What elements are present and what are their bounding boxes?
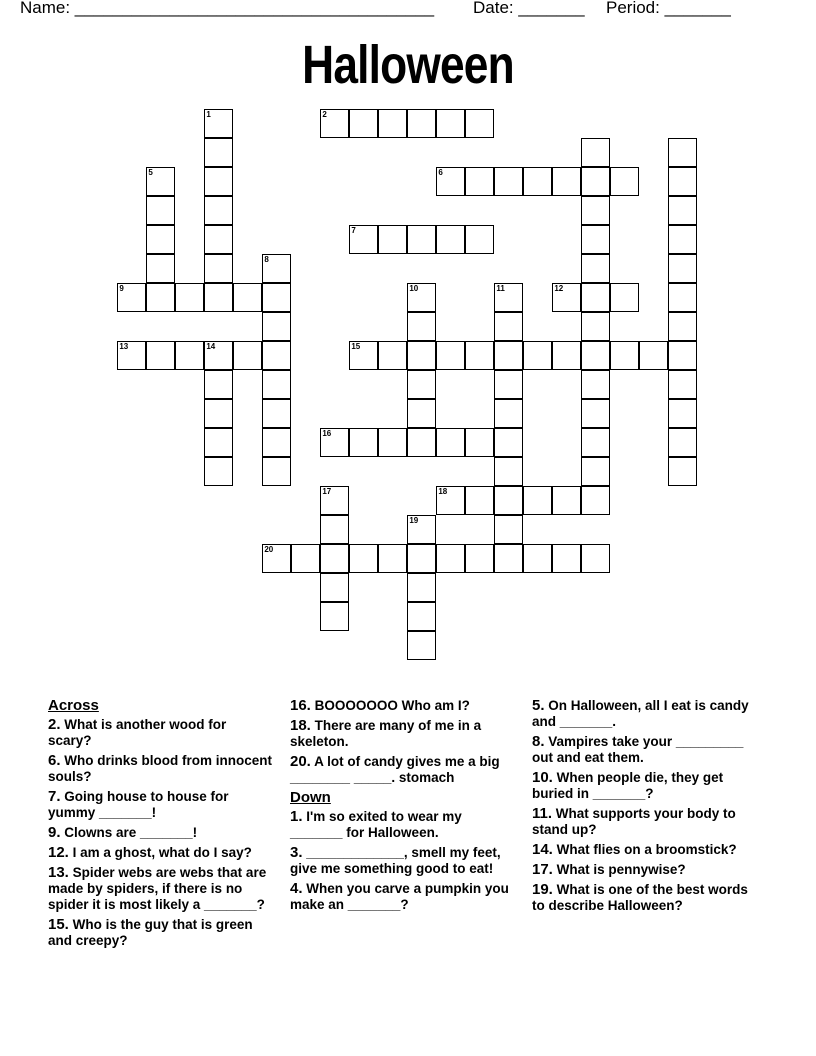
grid-cell[interactable] [494, 428, 523, 457]
grid-cell[interactable] [407, 631, 436, 660]
grid-cell[interactable] [349, 544, 378, 573]
clue-item [48, 717, 273, 749]
grid-cell[interactable] [262, 254, 291, 283]
grid-cell[interactable] [610, 167, 639, 196]
grid-cell[interactable] [407, 283, 436, 312]
clue-number: 12. [48, 844, 69, 861]
clue-number-label: 19 [409, 516, 419, 526]
clue-text: What is another wood for scary? [48, 717, 227, 748]
grid-cell[interactable] [291, 544, 320, 573]
grid-cell[interactable] [349, 428, 378, 457]
grid-cell[interactable] [204, 283, 233, 312]
clue-text: BOOOOOOO Who am I? [314, 698, 470, 713]
clue-number: 15. [48, 916, 69, 933]
grid-cell[interactable] [175, 341, 204, 370]
grid-cell[interactable] [668, 312, 697, 341]
clue-item [532, 882, 757, 914]
clue-number: 14. [532, 841, 553, 858]
clue-number-label: 9 [119, 284, 124, 294]
grid-cell[interactable] [378, 225, 407, 254]
clue-item [290, 718, 515, 750]
grid-cell[interactable] [349, 109, 378, 138]
clues-column-1 [48, 698, 273, 953]
clue-number-label: 14 [206, 342, 216, 352]
clue-text: On Halloween, all I eat is candy and _______. [532, 698, 749, 729]
clue-number-label: 8 [264, 255, 269, 265]
clue-item [48, 865, 273, 913]
clue-item [48, 825, 273, 841]
grid-cell[interactable] [146, 225, 175, 254]
clue-item [290, 881, 515, 913]
grid-cell[interactable] [349, 225, 378, 254]
clue-item [532, 734, 757, 766]
grid-cell[interactable] [668, 283, 697, 312]
grid-cell[interactable] [320, 515, 349, 544]
grid-cell[interactable] [581, 312, 610, 341]
grid-cell[interactable] [494, 486, 523, 515]
grid-cell[interactable] [465, 167, 494, 196]
clue-text: What flies on a broomstick? [556, 842, 737, 857]
clue-number: 5. [532, 697, 545, 714]
grid-cell[interactable] [436, 225, 465, 254]
grid-cell[interactable] [204, 370, 233, 399]
clue-item [532, 862, 757, 878]
clue-item [290, 845, 515, 877]
clue-number-label: 16 [322, 429, 332, 439]
grid-cell[interactable] [668, 370, 697, 399]
grid-cell[interactable] [465, 225, 494, 254]
grid-cell[interactable] [523, 486, 552, 515]
grid-cell[interactable] [204, 457, 233, 486]
grid-cell[interactable] [581, 486, 610, 515]
clue-number: 10. [532, 769, 553, 786]
clue-text: Going house to house for yummy _______! [48, 789, 229, 820]
grid-cell[interactable] [320, 544, 349, 573]
grid-cell[interactable] [204, 196, 233, 225]
grid-cell[interactable] [465, 341, 494, 370]
grid-cell[interactable] [407, 312, 436, 341]
clue-text: What is one of the best words to describe Halloween? [532, 882, 748, 913]
grid-cell[interactable] [552, 167, 581, 196]
grid-cell[interactable] [262, 370, 291, 399]
across-heading: Across [48, 697, 99, 714]
clue-number: 16. [290, 697, 311, 714]
grid-cell[interactable] [523, 544, 552, 573]
grid-cell[interactable] [320, 573, 349, 602]
clue-number-label: 6 [438, 168, 443, 178]
clue-number: 7. [48, 788, 61, 805]
grid-cell[interactable] [494, 167, 523, 196]
clue-number-label: 18 [438, 487, 448, 497]
clue-text: _____________, smell my feet, give me something good to eat! [290, 845, 501, 876]
clue-number: 17. [532, 861, 553, 878]
grid-cell[interactable] [320, 486, 349, 515]
grid-cell[interactable] [262, 457, 291, 486]
clue-number: 20. [290, 753, 311, 770]
grid-cell[interactable] [668, 254, 697, 283]
grid-cell[interactable] [262, 312, 291, 341]
grid-cell[interactable] [523, 341, 552, 370]
clue-number-label: 13 [119, 342, 129, 352]
grid-cell[interactable] [117, 341, 146, 370]
grid-cell[interactable] [494, 544, 523, 573]
clue-number-label: 2 [322, 110, 327, 120]
clues-column-3 [532, 698, 757, 918]
grid-cell[interactable] [494, 457, 523, 486]
grid-cell[interactable] [233, 341, 262, 370]
clue-item [290, 809, 515, 841]
grid-cell[interactable] [581, 254, 610, 283]
grid-cell[interactable] [204, 167, 233, 196]
clue-number: 11. [532, 805, 553, 822]
grid-cell[interactable] [610, 341, 639, 370]
grid-cell[interactable] [581, 428, 610, 457]
grid-cell[interactable] [262, 399, 291, 428]
clue-number-label: 10 [409, 284, 419, 294]
clue-number: 4. [290, 880, 303, 897]
clue-number: 9. [48, 824, 61, 841]
clue-text: Who drinks blood from innocent souls? [48, 753, 273, 784]
grid-cell[interactable] [581, 225, 610, 254]
grid-cell[interactable] [378, 428, 407, 457]
grid-cell[interactable] [262, 544, 291, 573]
grid-cell[interactable] [610, 283, 639, 312]
clue-text: What supports your body to stand up? [532, 806, 736, 837]
grid-cell[interactable] [581, 544, 610, 573]
clue-item [532, 698, 757, 730]
grid-cell[interactable] [204, 399, 233, 428]
grid-cell[interactable] [320, 109, 349, 138]
grid-cell[interactable] [581, 283, 610, 312]
grid-cell[interactable] [407, 428, 436, 457]
grid-cell[interactable] [378, 544, 407, 573]
grid-cell[interactable] [668, 341, 697, 370]
grid-cell[interactable] [436, 486, 465, 515]
clue-text: There are many of me in a skeleton. [290, 718, 482, 749]
grid-cell[interactable] [494, 312, 523, 341]
clue-number-label: 1 [206, 110, 211, 120]
grid-cell[interactable] [407, 602, 436, 631]
clue-number: 3. [290, 844, 303, 861]
grid-cell[interactable] [407, 225, 436, 254]
grid-cell[interactable] [407, 399, 436, 428]
grid-cell[interactable] [465, 428, 494, 457]
grid-cell[interactable] [262, 341, 291, 370]
grid-cell[interactable] [146, 167, 175, 196]
clues-column-2 [290, 698, 515, 917]
name-field: Name: ______________________________________ [20, 0, 435, 17]
grid-cell[interactable] [436, 428, 465, 457]
grid-cell[interactable] [494, 341, 523, 370]
grid-cell[interactable] [407, 573, 436, 602]
grid-cell[interactable] [668, 428, 697, 457]
grid-cell[interactable] [639, 341, 668, 370]
grid-cell[interactable] [407, 515, 436, 544]
puzzle-title: Halloween [302, 35, 514, 95]
clue-text: Spider webs are webs that are made by spiders, if there is no spider it is most likely a _______? [48, 865, 267, 912]
grid-cell[interactable] [204, 254, 233, 283]
clue-number-label: 5 [148, 168, 153, 178]
clue-item [48, 789, 273, 821]
clue-text: Vampires take your _________ out and eat them. [532, 734, 744, 765]
grid-cell[interactable] [523, 167, 552, 196]
grid-cell[interactable] [204, 109, 233, 138]
grid-cell[interactable] [378, 341, 407, 370]
clue-number: 19. [532, 881, 553, 898]
grid-cell[interactable] [436, 167, 465, 196]
grid-cell[interactable] [494, 283, 523, 312]
grid-cell[interactable] [407, 109, 436, 138]
clue-number: 18. [290, 717, 311, 734]
clue-text: I'm so exited to wear my _______ for Halloween. [290, 809, 462, 840]
clue-number: 13. [48, 864, 69, 881]
grid-cell[interactable] [204, 225, 233, 254]
clue-item [532, 842, 757, 858]
clue-text: When you carve a pumpkin you make an _______? [290, 881, 509, 912]
grid-cell[interactable] [668, 138, 697, 167]
grid-cell[interactable] [581, 341, 610, 370]
clue-text: A lot of candy gives me a big ________ _____. stomach [290, 754, 500, 785]
grid-cell[interactable] [668, 457, 697, 486]
grid-cell[interactable] [146, 196, 175, 225]
grid-cell[interactable] [581, 167, 610, 196]
grid-cell[interactable] [465, 544, 494, 573]
clue-item [290, 754, 515, 786]
grid-cell[interactable] [320, 428, 349, 457]
clue-text: What is pennywise? [556, 862, 686, 877]
grid-cell[interactable] [494, 515, 523, 544]
grid-cell[interactable] [465, 486, 494, 515]
grid-cell[interactable] [581, 138, 610, 167]
date-field: Date: _______ [473, 0, 585, 17]
grid-cell[interactable] [552, 283, 581, 312]
grid-cell[interactable] [117, 283, 146, 312]
clue-number: 1. [290, 808, 303, 825]
grid-cell[interactable] [552, 544, 581, 573]
clue-item [48, 845, 273, 861]
clue-text: When people die, they get buried in _______? [532, 770, 724, 801]
clue-text: I am a ghost, what do I say? [72, 845, 252, 860]
grid-cell[interactable] [349, 341, 378, 370]
grid-cell[interactable] [146, 341, 175, 370]
clue-number-label: 15 [351, 342, 361, 352]
clue-number: 6. [48, 752, 61, 769]
clue-number-label: 17 [322, 487, 332, 497]
period-field: Period: _______ [606, 0, 731, 17]
clue-number-label: 11 [496, 284, 505, 294]
grid-cell[interactable] [407, 341, 436, 370]
grid-cell[interactable] [407, 544, 436, 573]
clue-item [48, 917, 273, 949]
grid-cell[interactable] [320, 602, 349, 631]
grid-cell[interactable] [436, 544, 465, 573]
clue-text: Clowns are _______! [64, 825, 198, 840]
grid-cell[interactable] [552, 341, 581, 370]
grid-cell[interactable] [204, 341, 233, 370]
clue-text: Who is the guy that is green and creepy? [48, 917, 253, 948]
grid-cell[interactable] [581, 457, 610, 486]
grid-cell[interactable] [175, 283, 204, 312]
grid-cell[interactable] [407, 370, 436, 399]
clue-item [532, 806, 757, 838]
down-heading: Down [290, 789, 331, 806]
grid-cell[interactable] [378, 109, 407, 138]
grid-cell[interactable] [436, 341, 465, 370]
grid-cell[interactable] [204, 428, 233, 457]
grid-cell[interactable] [146, 283, 175, 312]
grid-cell[interactable] [494, 399, 523, 428]
grid-cell[interactable] [262, 283, 291, 312]
grid-cell[interactable] [146, 254, 175, 283]
grid-cell[interactable] [436, 109, 465, 138]
clue-number: 2. [48, 716, 61, 733]
grid-cell[interactable] [552, 486, 581, 515]
grid-cell[interactable] [668, 399, 697, 428]
grid-cell[interactable] [668, 225, 697, 254]
grid-cell[interactable] [465, 109, 494, 138]
grid-cell[interactable] [581, 370, 610, 399]
clue-item [290, 698, 515, 714]
clue-item [48, 753, 273, 785]
grid-cell[interactable] [494, 370, 523, 399]
clue-number-label: 20 [264, 545, 274, 555]
clue-number: 8. [532, 733, 545, 750]
grid-cell[interactable] [204, 138, 233, 167]
clue-number-label: 7 [351, 226, 356, 236]
grid-cell[interactable] [262, 428, 291, 457]
clue-item [532, 770, 757, 802]
grid-cell[interactable] [581, 196, 610, 225]
grid-cell[interactable] [668, 167, 697, 196]
grid-cell[interactable] [581, 399, 610, 428]
grid-cell[interactable] [668, 196, 697, 225]
clue-number-label: 12 [554, 284, 564, 294]
grid-cell[interactable] [233, 283, 262, 312]
